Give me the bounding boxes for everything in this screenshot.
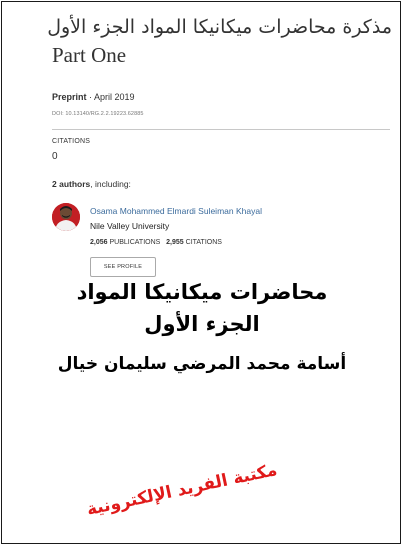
author-publications-label: PUBLICATIONS xyxy=(109,239,161,246)
author-institution: Nile Valley University xyxy=(90,221,170,231)
publication-type: Preprint xyxy=(52,92,87,102)
document-title-arabic: مذكرة محاضرات ميكانيكا المواد الجزء الأول xyxy=(47,16,392,38)
cover-title-line1: محاضرات ميكانيكا المواد xyxy=(76,280,328,304)
citations-count: 0 xyxy=(52,151,58,162)
meta-separator: · xyxy=(86,92,95,102)
author-avatar[interactable] xyxy=(52,203,80,231)
authors-suffix: , including: xyxy=(90,179,131,189)
avatar-portrait-icon xyxy=(52,203,80,231)
publication-date: April 2019 xyxy=(94,92,135,102)
cover-author: أسامة محمد المرضي سليمان خيال xyxy=(57,354,347,374)
author-publications-count: 2,056 xyxy=(90,239,108,246)
author-citations-label: CITATIONS xyxy=(185,239,222,246)
author-name-link[interactable]: Osama Mohammed Elmardi Suleiman Khayal xyxy=(90,206,262,216)
authors-summary xyxy=(52,179,131,189)
see-profile-button[interactable]: SEE PROFILE xyxy=(90,257,156,277)
cover-title-line2: الجزء الأول xyxy=(144,312,260,336)
publication-meta xyxy=(52,92,135,102)
library-watermark: مكتبة الفريد الإلكترونية xyxy=(84,460,280,520)
doi-text[interactable]: DOI: 10.13140/RG.2.2.19223.62885 xyxy=(52,111,144,117)
document-page xyxy=(1,1,401,544)
divider xyxy=(52,129,390,130)
authors-count: 2 authors xyxy=(52,179,91,189)
author-stats xyxy=(90,239,222,246)
document-title-english: Part One xyxy=(52,43,127,67)
citations-label: CITATIONS xyxy=(52,138,91,145)
author-citations-count: 2,955 xyxy=(166,239,184,246)
